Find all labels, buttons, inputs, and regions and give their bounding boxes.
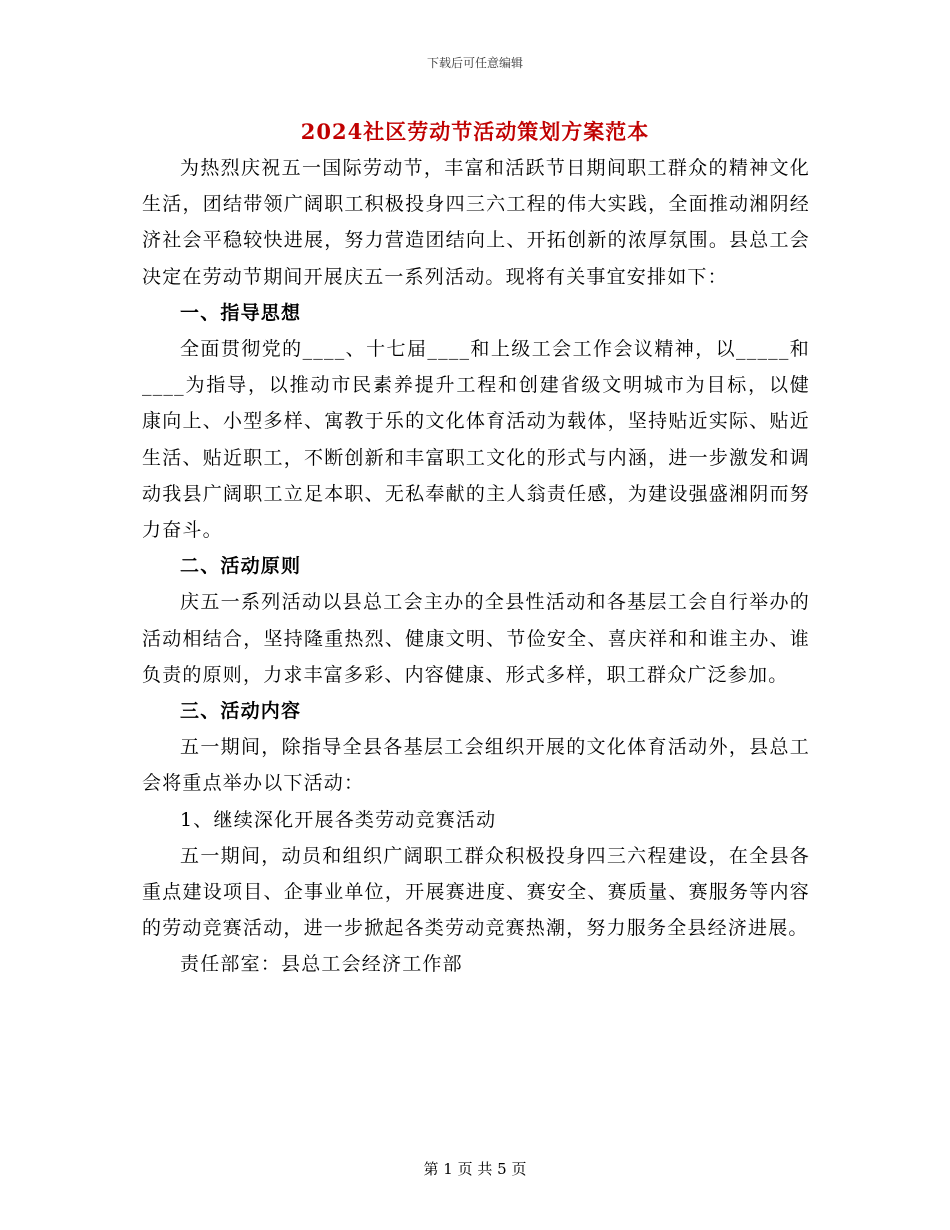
subsection-title-labor-competition: 1、继续深化开展各类劳动竞赛活动 [180, 808, 497, 831]
document-title: 2024社区劳动节活动策划方案范本 [300, 119, 650, 144]
page-number-footer: 第 1 页 共 5 页 [423, 1160, 527, 1178]
section-paragraph-principles: 庆五一系列活动以县总工会主办的全县性活动和各基层工会自行举办的活动相结合，坚持隆重热烈、健康文明、节俭安全、喜庆祥和和谁主办、谁负责的原则，力求丰富多彩、内容健康、形式多样，职工群众广泛参加。 [142, 591, 810, 686]
responsible-department: 责任部室：县总工会经济工作部 [180, 953, 463, 976]
section-paragraph-content: 五一期间，除指导全县各基层工会组织开展的文化体育活动外，县总工会将重点举办以下活动： [142, 736, 810, 795]
intro-paragraph: 为热烈庆祝五一国际劳动节，丰富和活跃节日期间职工群众的精神文化生活，团结带领广阔职工积极投身四三六工程的伟大实践，全面推动湘阴经济社会平稳较快进展，努力营造团结向上、开拓创新的浓厚氛围。县总工会决定在劳动节期间开展庆五一系列活动。现将有关事宜安排如下： [142, 157, 810, 288]
section-heading-guiding-ideology: 一、指导思想 [180, 301, 302, 324]
subsection-paragraph-labor-competition: 五一期间，动员和组织广阔职工群众积极投身四三六程建设，在全县各重点建设项目、企事业单位，开展赛进度、赛安全、赛质量、赛服务等内容的劳动竞赛活动，进一步掀起各类劳动竞赛热潮，努力服务全县经济进展。 [142, 844, 810, 940]
section-heading-content: 三、活动内容 [180, 700, 302, 723]
section-paragraph-guiding-ideology: 全面贯彻党的____、十七届____和上级工会工作会议精神，以_____和____为指导，以推动市民素养提升工程和创建省级文明城市为目标，以健康向上、小型多样、寓教于乐的文化体育活动为载体，坚持贴近实际、贴近生活、贴近职工，不断创新和丰富职工文化的形式与内涵，进一步激发和调动我县广阔职工立足本职、无私奉献的主人翁责任感，为建设强盛湘阴而努力奋斗。 [142, 338, 810, 542]
document-body [142, 150, 810, 983]
section-heading-principles: 二、活动原则 [180, 555, 302, 578]
page-header: 下载后可任意编辑 [426, 56, 523, 70]
